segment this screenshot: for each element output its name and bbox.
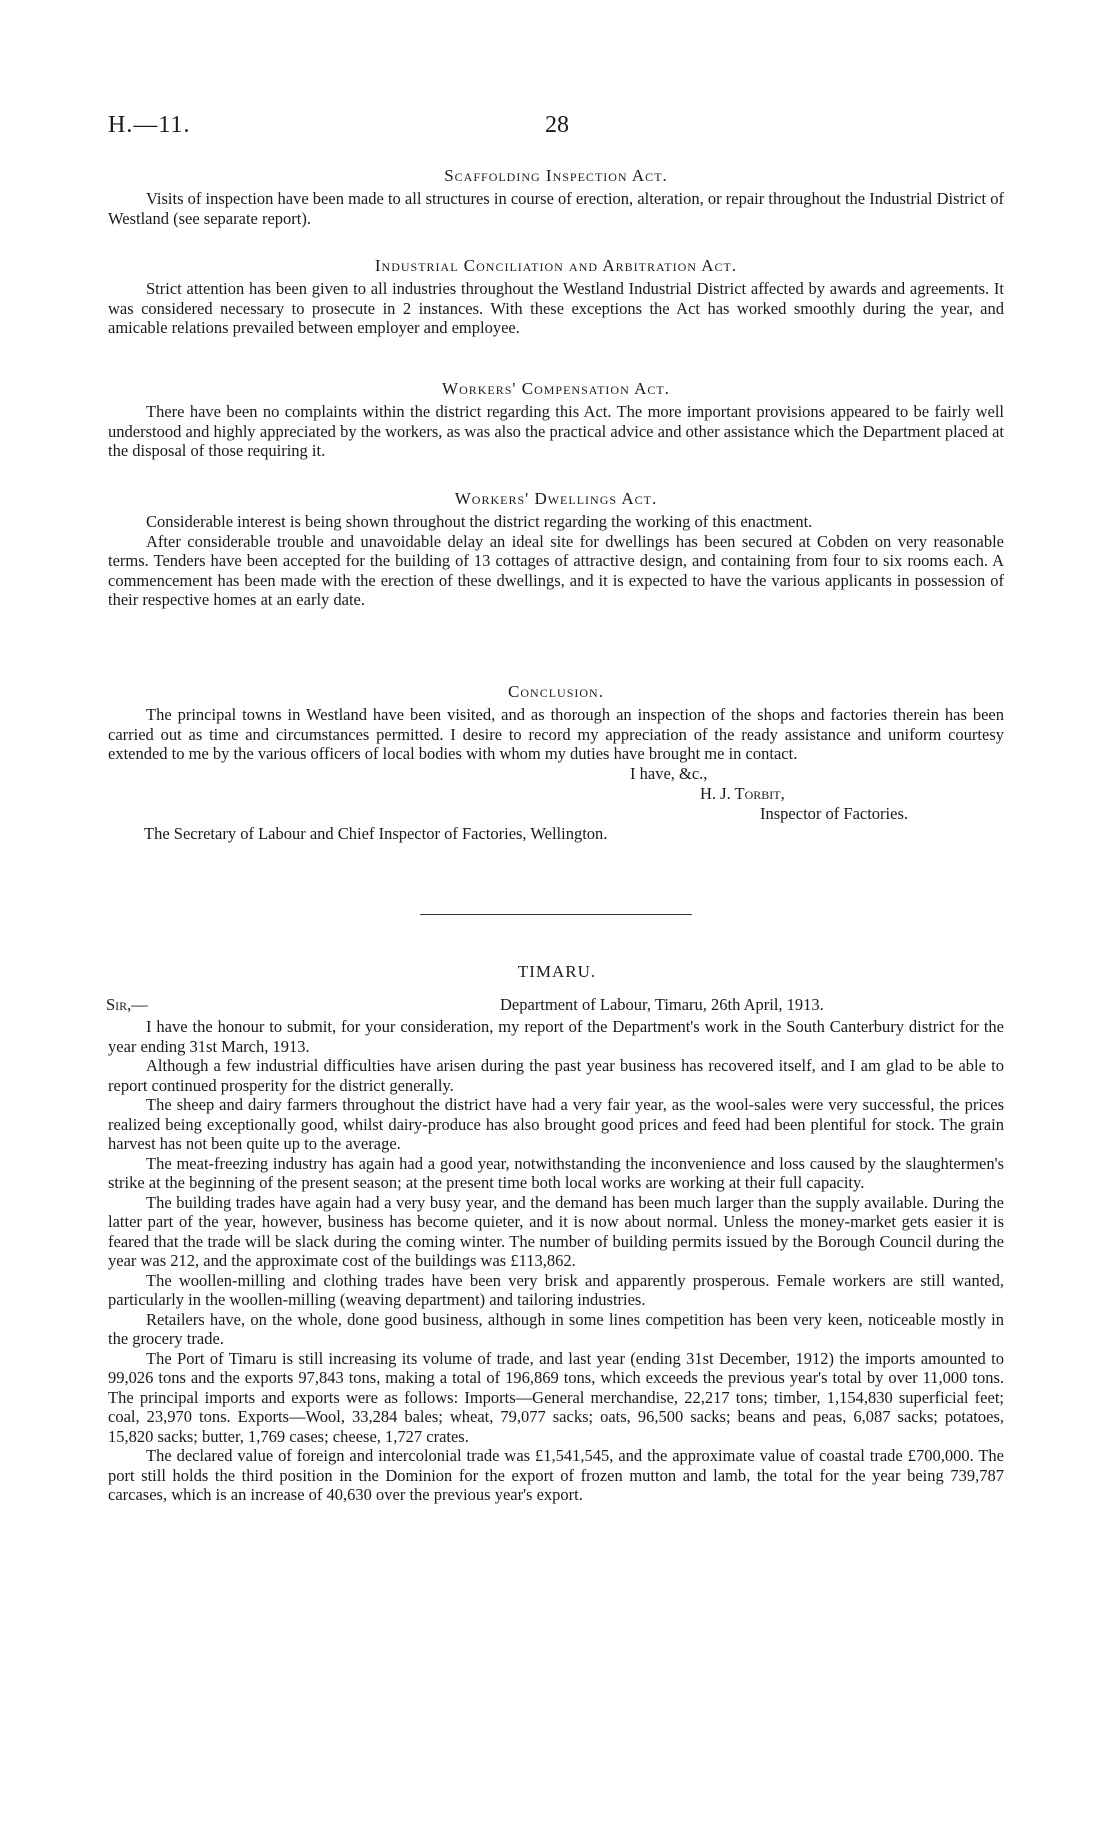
section-heading: Workers' Compensation Act. (442, 379, 670, 398)
paragraph: The declared value of foreign and intercolonial trade was £1,541,545, and the approximate value of coastal trade £700,000. The port still holds the third position in the Dominion for the export of frozen mutton and lamb, the total for the year being 739,787 carcases, which is an increase of 40,630 over the previous year's export. (108, 1446, 1004, 1504)
page-number: 28 (545, 112, 569, 138)
paragraph: I have the honour to submit, for your consideration, my report of the Department's work in the South Canterbury district for the year ending 31st March, 1913. (108, 1017, 1004, 1056)
timaru-report-body (108, 1017, 1004, 1505)
signatory-name: H. J. Torbit, (700, 783, 785, 803)
section-conclusion (108, 682, 1004, 844)
section-compensation (108, 379, 1004, 461)
section-heading: Scaffolding Inspection Act. (444, 166, 668, 185)
paragraph: There have been no complaints within the district regarding this Act. The more important provisions appeared to be fairly well understood and highly appreciated by the workers, as was also the practical advice and other assistance which the Department placed at the disposal of those requiring it. (108, 402, 1004, 460)
paragraph: The meat-freezing industry has again had a good year, notwithstanding the inconvenience and loss caused by the slaughtermen's strike at the beginning of the present season; at the present time both local works are working at their full capacity. (108, 1153, 1004, 1192)
paragraph: Although a few industrial difficulties have arisen during the past year business has recovered itself, and I am glad to be able to report continued prosperity for the district generally. (108, 1056, 1004, 1095)
paragraph: The Port of Timaru is still increasing its volume of trade, and last year (ending 31st December, 1912) the imports amounted to 99,026 tons and the exports 97,843 tons, making a total of 196,869 tons, which exceeds the previous year's total by over 11,000 tons. The principal imports and exports were as follows: Imports—General merchandise, 22,217 tons; timber, 1,154,830 superficial feet; coal, 23,970 tons. Exports—Wool, 33,284 bales; wheat, 79,077 sacks; oats, 96,500 sacks; beans and peas, 6,087 sacks; potatoes, 15,820 sacks; butter, 1,769 cases; cheese, 1,727 crates. (108, 1348, 1004, 1446)
paragraph: The sheep and dairy farmers throughout the district have had a very fair year, as the wool-sales were very successful, the prices realized being exceptionally good, whilst dairy-produce has also brought good prices and feed had been plentiful for stock. The grain harvest has not been quite up to the average. (108, 1095, 1004, 1153)
section-divider (420, 914, 692, 915)
section-heading: Industrial Conciliation and Arbitration Act. (374, 256, 738, 275)
sign-off: I have, &c., (630, 763, 708, 783)
section-arbitration (108, 256, 1004, 338)
paragraph: The principal towns in Westland have been visited, and as thorough an inspection of the shops and factories therein has been carried out as time and circumstances permitted. I desire to record my appreciation of the ready assistance and uniform courtesy extended to me by the various officers of local bodies with whom my duties have brought me in contact. (108, 705, 1004, 763)
signatory-title: Inspector of Factories. (760, 803, 908, 823)
dateline: Department of Labour, Timaru, 26th April, 1913. (500, 995, 824, 1014)
paragraph: Retailers have, on the whole, done good business, although in some lines competition has been very keen, noticeable mostly in the grocery trade. (108, 1309, 1004, 1348)
section-scaffolding (108, 166, 1004, 228)
paragraph: The building trades have again had a very busy year, and the demand has been much larger than the supply available. During the latter part of the year, however, business has become quieter, and it is now about normal. Unless the money-market gets easier it is feared that the trade will be slack during the coming winter. The number of building permits issued by the Borough Council during the year was 212, and the approximate cost of the buildings was £113,862. (108, 1192, 1004, 1270)
paragraph: After considerable trouble and unavoidable delay an ideal site for dwellings has been secured at Cobden on very reasonable terms. Tenders have been accepted for the building of 13 cottages of attractive design, and containing from four to six rooms each. A commencement has been made with the erection of these dwellings, and it is expected to have the various applicants in possession of their respective homes at an early date. (108, 531, 1004, 609)
page-reference: H.—11. (108, 112, 191, 138)
paragraph: Visits of inspection have been made to all structures in course of erection, alteration, or repair throughout the Industrial District of Westland (see separate report). (108, 189, 1004, 228)
section-heading: Conclusion. (508, 682, 604, 701)
section-heading: Workers' Dwellings Act. (454, 489, 658, 508)
paragraph: The woollen-milling and clothing trades have been very brisk and apparently prosperous. Female workers are still wanted, particularly in the woollen-milling (weaving department) and tailoring industries. (108, 1270, 1004, 1309)
paragraph: Strict attention has been given to all industries throughout the Westland Industrial District affected by awards and agreements. It was considered necessary to prosecute in 2 instances. With these exceptions the Act has worked smoothly during the year, and amicable relations prevailed between employer and employee. (108, 279, 1004, 337)
section-dwellings (108, 489, 1004, 610)
salutation: Sir,— (106, 995, 148, 1014)
addressee: The Secretary of Labour and Chief Inspector of Factories, Wellington. (144, 823, 608, 843)
paragraph: Considerable interest is being shown throughout the district regarding the working of this enactment. (146, 512, 813, 531)
report-title: TIMARU. (517, 962, 597, 981)
